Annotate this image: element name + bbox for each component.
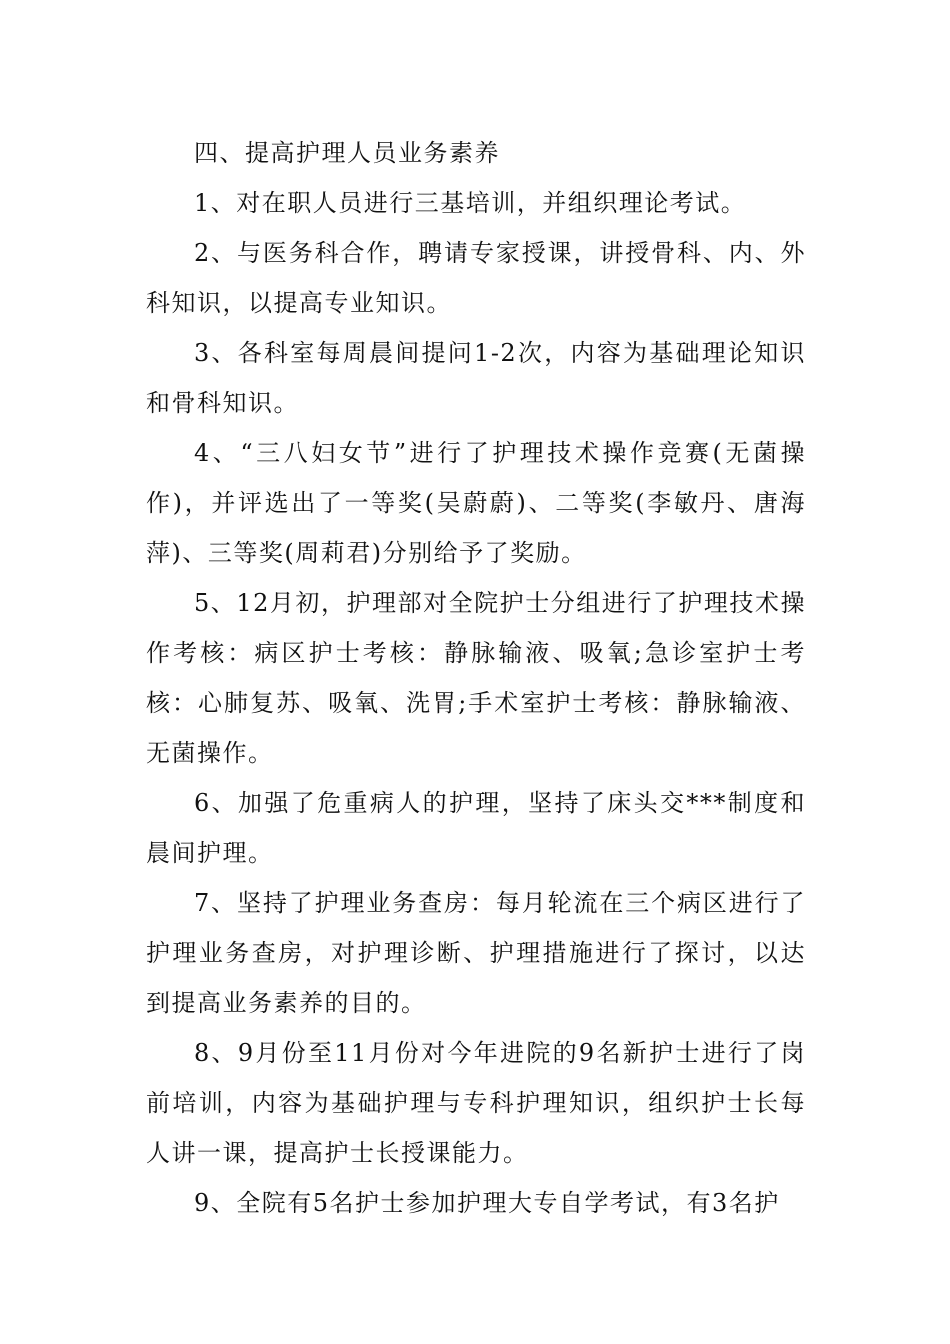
paragraph-item-6: 6、加强了危重病人的护理，坚持了床头交***制度和晨间护理。 [146,789,806,867]
paragraph-item-4: 4、“三八妇女节”进行了护理技术操作竞赛(无菌操作)，并评选出了一等奖(吴蔚蔚)、二等奖(李敏丹、唐海萍)、三等奖(周莉君)分别给予了奖励。 [146,439,806,567]
paragraph-item-7: 7、坚持了护理业务查房：每月轮流在三个病区进行了护理业务查房，对护理诊断、护理措施进行了探讨，以达到提高业务素养的目的。 [146,889,806,1017]
paragraph-item-3: 3、各科室每周晨间提问1-2次，内容为基础理论知识和骨科知识。 [146,339,806,417]
paragraph-item-9: 9、全院有5名护士参加护理大专自学考试，有3名护 [194,1189,780,1217]
paragraph-item-1: 1、对在职人员进行三基培训，并组织理论考试。 [194,189,747,217]
section-heading: 四、提高护理人员业务素养 [194,139,500,167]
paragraph-item-2: 2、与医务科合作，聘请专家授课，讲授骨科、内、外科知识，以提高专业知识。 [146,239,806,317]
document-body [146,128,806,1228]
paragraph-item-8: 8、9月份至11月份对今年进院的9名新护士进行了岗前培训，内容为基础护理与专科护理知识，组织护士长每人讲一课，提高护士长授课能力。 [146,1039,806,1167]
paragraph-item-5: 5、12月初，护理部对全院护士分组进行了护理技术操作考核：病区护士考核：静脉输液、吸氧;急诊室护士考核：心肺复苏、吸氧、洗胃;手术室护士考核：静脉输液、无菌操作。 [146,589,806,767]
